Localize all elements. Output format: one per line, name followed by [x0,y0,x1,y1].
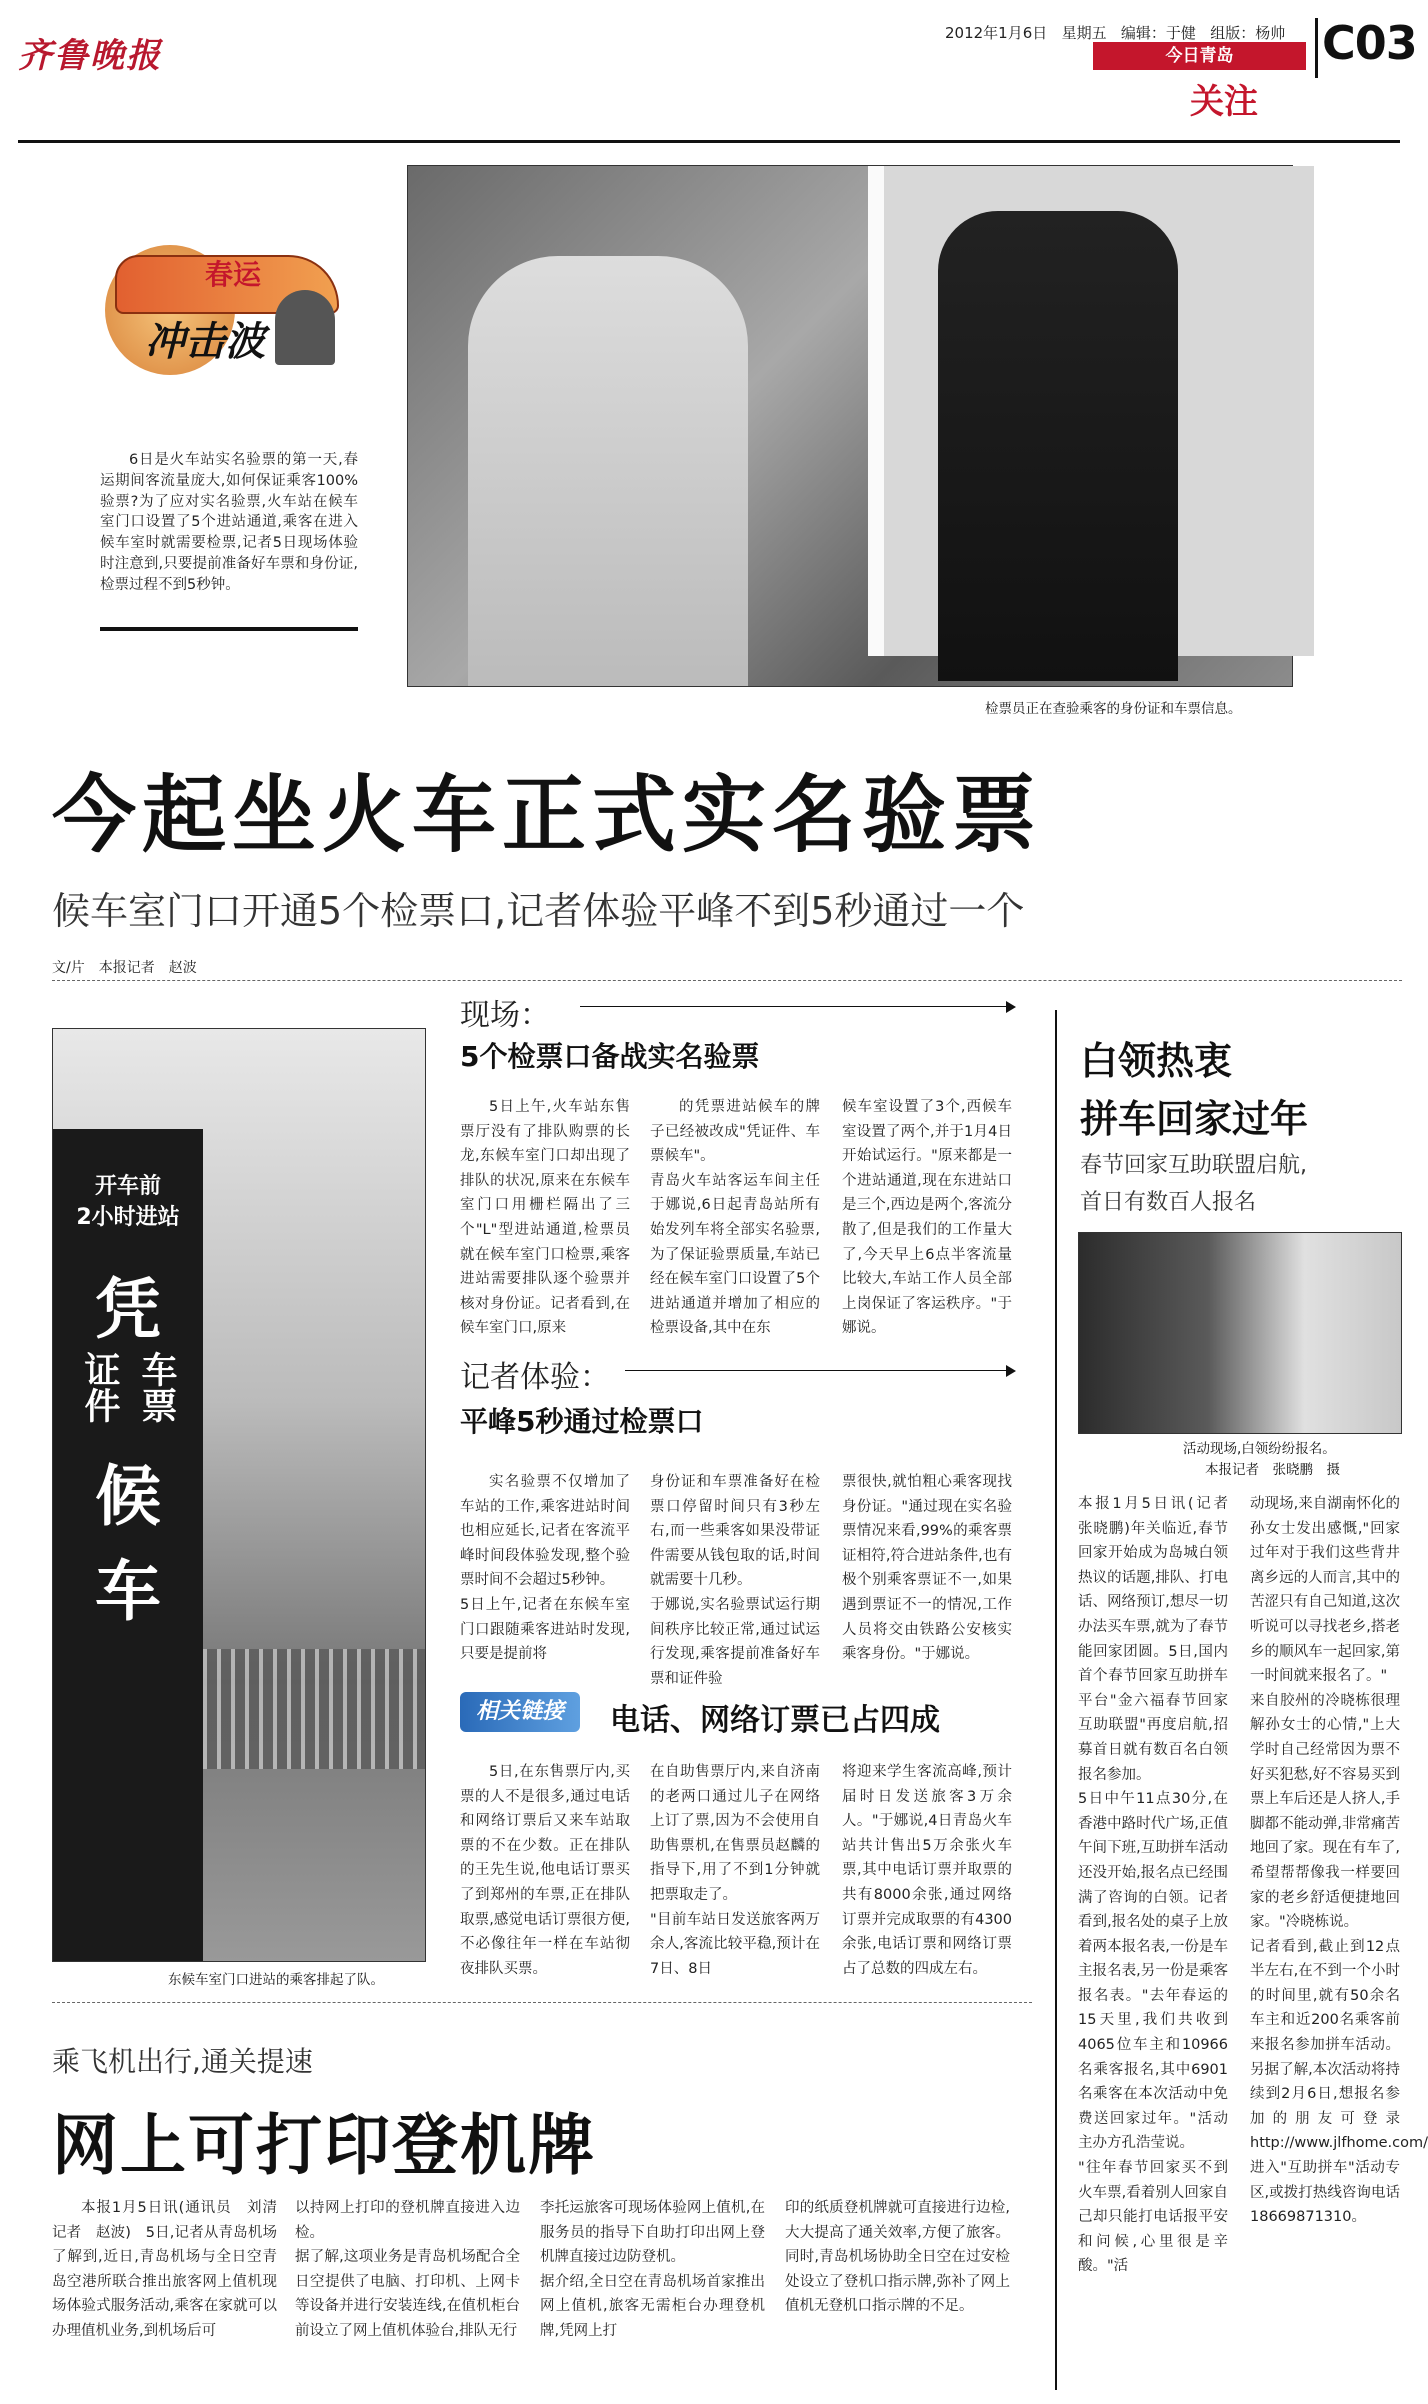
related-link-badge: 相关链接 [460,1692,580,1732]
date-text: 2012年1月6日 [945,24,1048,42]
sign-mid-right: 车票 [136,1351,177,1423]
byline-rule [52,980,1402,981]
bottom-col2: 以持网上打印的登机牌直接进入边检。 据了解,这项业务是青岛机场配合全日空提供了电脑、打印机、上网卡等设备并进行安装连线,在值机柜台前设立了网上值机体验台,排队无行 [295,2200,520,2339]
section1-col1 [460,1095,630,1345]
link-col2: 在自助售票厅内,来自济南的老两口通过儿子在网络上订了票,因为不会使用自助售票机,在售票员赵麟的指导下,用了不到1分钟就把票取走了。 "目前车站日发送旅客两万余人,客流比较平稳,预计在7日、8日 [650,1764,820,1977]
bottom-col1-text: 本报1月5日讯(通讯员 刘清 记者 赵波) 5日,记者从青岛机场了解到,近日,青岛机场与全日空青岛空港所联合推出旅客网上值机现场体验式服务活动,乘客在家就可以办理值机业务,到机场后可 [52,2200,292,2339]
section2-title: 平峰5秒通过检票口 [460,1405,704,1438]
weekday-text: 星期五 [1061,24,1107,42]
layout-editor-text: 组版：杨帅 [1210,24,1286,42]
intro-rule [100,627,358,631]
column-label: 关注 [1190,82,1258,122]
issue-date [945,22,1285,43]
link-title: 电话、网络订票已占四成 [610,1703,940,1738]
signup-event-photo [1078,1232,1402,1434]
ticket-check-photo [407,165,1293,687]
editor-text: 编辑：于健 [1120,24,1196,42]
section1-arrow-head [1006,1001,1016,1013]
right-column-rule [1055,1010,1057,2390]
section1-arrow [580,1006,1010,1007]
bottom-col1 [52,2196,292,2371]
station-sign [53,1129,203,1961]
section1-kicker: 现场： [460,998,550,1033]
link-col3-text: 将迎来学生客流高峰,预计届时日发送旅客3万余人。"于娜说,4日青岛火车站共计售出5万余张火车票,其中电话订票并取票的共有8000余张,通过网络订票并完成取票的有4300余张,电话订票和网络订票占了总数的四成左右。 [842,1764,1012,1977]
intro-paragraph [100,450,358,618]
masthead-rule [18,140,1400,143]
link-col3 [842,1760,1012,1977]
right-photo-caption2: 本报记者 张晓鹏 摄 [1205,1462,1340,1478]
right-title2: 拼车回家过年 [1080,1097,1309,1141]
right-sub1: 春节回家互助联盟启航, [1080,1153,1307,1178]
section2-col3 [842,1470,1012,1710]
queue-railing [203,1649,425,1769]
bottom-col3: 李托运旅客可现场体验网上值机,在服务员的指导下自助打印出网上登机牌直接过边防登机。 据介绍,全日空在青岛机场首家推出网上值机,旅客无需柜台办理登机牌,凭网上打 [540,2200,765,2339]
bottom-col4-text: 印的纸质登机牌就可直接进行边检,大大提高了通关效率,方便了旅客。同时,青岛机场协助全日空在过安检处设立了登机口指示牌,弥补了网上值机无登机口指示牌的不足。 [785,2200,1010,2315]
sub-headline: 候车室门口开通5个检票口,记者体验平峰不到5秒通过一个 [52,889,1025,933]
section2-col3-text: 票很快,就怕粗心乘客现找身份证。"通过现在实名验票情况来看,99%的乘客票证相符,符合进站条件,也有极个别乘客票证不一,如果遇到票证不一的情况,工作人员将交由铁路公安核实乘客身份。"于娜说。 [842,1474,1012,1663]
section2-col1: 实名验票不仅增加了车站的工作,乘客进站时间也相应延长,记者在客流平峰时间段体验发现,整个验票时间不会超过5秒钟。 5日上午,记者在东候车室门口跟随乘客进站时发现,只要是提前将 [460,1474,630,1663]
section1-col1-text: 5日上午,火车站东售票厅没有了排队购票的长龙,东候车室门口却出现了排队的状况,原来在东候车室门口用栅栏隔出了三个"L"型进站通道,检票员就在候车室门口检票,乘客进站需要排队逐个验票并核对身份证。记者看到,在候车室门口,原来 [460,1099,630,1337]
sign-bottom: 候 [95,1458,161,1535]
section-tab: 今日青岛 [1093,42,1306,70]
sign-top2: 2小时进站 [76,1205,180,1230]
top-photo-caption: 检票员正在查验乘客的身份证和车票信息。 [985,701,1242,717]
page-number: C03 [1322,16,1417,70]
intro-text: 6日是火车站实名验票的第一天,春运期间客流量庞大,如何保证乘客100%验票?为了应对实名验票,火车站在候车室门口设置了5个进站通道,乘客在进入候车室时就需要检票,记者5日现场体验时注意到,只要提前准备好车票和身份证,检票过程不到5秒钟。 [100,452,358,593]
section1-col2: 的凭票进站候车的牌子已经被改成"凭证件、车票候车"。 青岛火车站客运车间主任于娜说,6日起青岛站所有始发列车将全部实名验票,为了保证验票质量,车站已经在候车室门口设置了5个进站通道并增加了相应的检票设备,其中在东 [650,1099,820,1337]
section1-col3 [842,1095,1012,1345]
newspaper-logo: 齐鲁晚报 [18,36,162,76]
bottom-title: 网上可打印登机牌 [52,2107,596,2184]
spring-festival-badge [105,235,345,380]
section2-kicker: 记者体验： [460,1360,610,1395]
badge-line2: 冲击波 [145,319,265,365]
bottom-story-rule [52,2002,1032,2003]
sign-top: 开车前 [94,1174,161,1199]
sign-big: 凭 [95,1271,161,1348]
right-photo-caption1: 活动现场,白领纷纷报名。 [1183,1441,1336,1457]
bottom-col4 [785,2196,1010,2371]
bottom-kicker: 乘飞机出行,通关提速 [52,2045,313,2078]
link-col1 [460,1760,630,1977]
byline: 文/片 本报记者 赵波 [52,960,197,976]
page-divider [1315,18,1318,78]
station-photo-caption: 东候车室门口进站的乘客排起了队。 [168,1972,384,1988]
section1-title: 5个检票口备战实名验票 [460,1040,760,1073]
passenger-figure [468,256,748,686]
right-title1: 白领热衷 [1080,1039,1233,1083]
sign-bottom2: 车 [95,1553,161,1630]
station-entrance-photo [52,1028,426,1962]
sign-mid-left: 证件 [79,1351,120,1423]
section2-arrow [625,1370,1010,1371]
right-sub2: 首日有数百人报名 [1080,1190,1257,1215]
right-col1: 本报1月5日讯(记者 张晓鹏)年关临近,春节回家开始成为岛城白领热议的话题,排队、打电话、网络预订,想尽一切办法买车票,就为了春节能回家团圆。5日,国内首个春节回家互助拼车平台"金六福春节回家互助联盟"再度启航,招募首日就有数百名白领报名参加。 5日中午11点30分,在香港中路时代广场,正值午间下班,互助拼车活动还没开始,报名点已经围满了咨询的白领。记者看到,报名处的桌子上放着两本报名表,一份是车主报名表,另一份是乘客报名表。"去年春运的15天里,我们共收到4065位车主和10966名乘客报名,其中6901名乘客在本次活动中免费送回家过年。"活动主办方孔浩莹说。 "往年春节回家买不到火车票,看着别人回家自己却只能打电话报平安和问候,心里很是辛酸。"活 [1078,1496,1228,2275]
main-headline: 今起坐火车正式实名验票 [52,766,1043,864]
inspector-figure [938,211,1178,681]
link-col1-text: 5日,在东售票厅内,买票的人不是很多,通过电话和网络订票后又来车站取票的不在少数。正在排队的王先生说,他电话订票买了到郑州的车票,正在排队取票,感觉电话订票很方便,不必像往年一样在车站彻夜排队买票。 [460,1764,630,1977]
badge-line1: 春运 [205,258,262,291]
section1-col3-text: 候车室设置了3个,西候车室设置了两个,并于1月4日开始试运行。"原来都是一个进站通道,现在东进站口是三个,西边是两个,客流分散了,但是我们的工作量大了,今天早上6点半客流量比较大,车站工作人员全部上岗保证了客运秩序。"于娜说。 [842,1099,1012,1337]
section2-arrow-head [1006,1365,1016,1377]
right-col2: 动现场,来自湖南怀化的孙女士发出感慨,"回家过年对于我们这些背井离乡远的人而言,其中的苦涩只有自己知道,这次听说可以寻找老乡,搭老乡的顺风车一起回家,第一时间就来报名了。" 来自胶州的冷晓栋很理解孙女士的心情,"上大学时自己经常因为票不好买犯愁,好不容易买到票上车后还是人挤人,手脚都不能动弹,非常痛苦地回了家。现在有车了,希望帮帮像我一样要回家的老乡舒适便捷地回家。"冷晓栋说。 记者看到,截止到12点半左右,在不到一个小时的时间里,就有50余名车主和近200名乘客前来报名参加拼车活动。另据了解,本次活动将持续到2月6日,想报名参加的朋友可登录http://www.jlfhome.com/进入"互助拼车"活动专区,或拨打热线咨询电话18669871310。 [1250,1496,1428,2226]
reporter-avatar [275,290,335,365]
section2-col2: 身份证和车票准备好在检票口停留时间只有3秒左右,而一些乘客如果没带证件需要从钱包取的话,时间就需要十几秒。 于娜说,实名验票试运行期间秩序比较正常,通过试运行发现,乘客提前准备好车票和证件验 [650,1474,820,1687]
